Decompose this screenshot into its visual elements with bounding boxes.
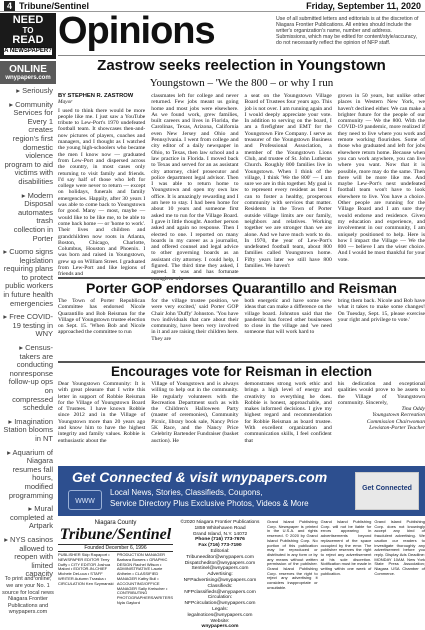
byline: BY STEPHEN R. ZASTROW <box>58 93 134 99</box>
need-line-3: READ <box>12 34 44 46</box>
contact-phone: Phone (716) 773-7676 <box>195 537 245 543</box>
sidebar-item-mural[interactable]: ▸ Mural completed at Artpark <box>10 504 53 531</box>
sidebar-item-covid-testing[interactable]: ▸ Free COVID-19 testing in WNY <box>3 312 53 339</box>
divider <box>58 361 425 363</box>
signature-title-1: Youngstown Recreation <box>372 412 425 419</box>
article-2-headline: Porter GOP endorses Quarantillo and Reisman <box>86 280 397 296</box>
online-box[interactable] <box>0 61 56 84</box>
contact-line: ©2020 Niagara Frontier Publications <box>180 520 260 525</box>
contact-email[interactable]: NFPclassifieds@wnypapers.com <box>184 589 256 595</box>
ad-line-1: Local News, Stories, Classifieds, Coupons, <box>110 488 263 497</box>
ad-device-image: Get Connected <box>355 472 419 510</box>
article-2-text-3: both energetic and have some new ideas that can make a difference on the village board. Johnston said that the pandemic has forced other businesses to close in the village and 'we need someone that will work hard to <box>244 298 332 336</box>
contact-line: Legals: <box>212 606 228 612</box>
sidebar-item-domestic-violence[interactable]: ▸ Community Services for Every 1 creates region's first domestic violence program to aid victims with disabilities <box>4 99 53 186</box>
article-1-body <box>58 93 425 282</box>
article-3-text-2: Village of Youngstown and is always willing to help out in the community. He regularly volunteers with the Recreation Department such as with the Children's Halloween Party (master of ceremonies), Community Picnic, library book sale, Nancy Price 5K Race, and the Nancy Price Celebrity Bartender Fundraiser (basket auction). He <box>151 381 239 444</box>
staff-list <box>58 553 173 606</box>
need-sub: A NEWSPAPER? <box>4 48 52 54</box>
need-line-2: TO <box>22 26 34 35</box>
sidebar-item-cuomo-legislation[interactable]: ▸ Cuomo signs legislation requiring plans to protect public workers in future health emergencies <box>3 247 53 308</box>
contact-fax: Fax (716) 773-7190 <box>198 543 242 549</box>
staff-col-1: PUBLISHER Skip Rapaport • NEWSPAPER EDITOR Terry Duffy • CITY EDITOR Joshua Maloni • EDITOR-IN-CHIEF Michele DeLuca • STAFF WRITER Autumn Trzaska • CIRCULATION Ken Szymanski <box>58 552 114 586</box>
contact-line: Circulation: <box>207 595 233 601</box>
contact-line: Classifieds: <box>207 583 233 589</box>
contact-line: Editorial: <box>210 548 230 554</box>
article-1-deck: Youngstown – 'We the 800 – or why I run <box>149 77 334 89</box>
fine-print-col-2: Grand Island Publishing Corp. will not be liable for errors appearing in advertisements beyond replacement of the space occupied by the error. The publisher reserves the right to reject any advertisement at his sole discretion. Notification must be made in writing within one week of publication. <box>320 519 372 576</box>
online-url: wnypapers.com <box>5 75 51 81</box>
sidebar-item-modern-disposal[interactable]: ▸ Modern Disposal automates trash collection in Porter <box>13 190 53 243</box>
publication-name: Tribune/Sentinel <box>19 0 90 11</box>
article-1-text-4: grown in 50 years, but unlike other places in Western New York, we haven't declined either. We can make a brighter future for the people of our community — We the 800. With the COVID-19 pandemic, more realized if they need to live where you work and remote working flourishes. Some of those who graduated and left for jobs elsewhere return home. Because when you can work anywhere, you can live where you want. Now that it is possible, more may do the same. Then there will be more like me. And maybe Lew-Port's next undefeated football team won't have to look elsewhere to live. You have a choice. Other people are running for the Village Board and I am sure they would endorse and residence. Given my education and experience, and involvement in our community, I am uniquely positioned to help. Here is how I impact the Village — We the 800 — believe I am the wiser choice. And I would be most thankful for your vote. <box>337 93 425 263</box>
article-1-text-2: classmates left for college and never returned. Few jobs meant us going home and most jobs were elsewhere. As we found work, grew families, built careers and lives in Florida, the Carolinas, Texas, Arizona, California even New Jersey and Ohio and Pennsylvania. I went from college and city editor of a daily newspaper in Ohio, to Texas, then law school and a law practice in Florida. I moved back to Texas and served for an as assistant city attorney, chief prosecutor and police department legal advisor. Then I was able to return home to Youngstown and open my own law office. It is amazingly rewarding and I am here to stay. I had been home for about 10 years and someone first asked me to run for the Village Board. I gave it little thought. Another person asked and again no response. Then I elected to one. I reported on many boards in my career as a journalist, and offered counsel and legal advice to other governing boards as an assistant city attorney. I could help, I figured. The third time they asked, I agreed. It was and has fortunate enough to win <box>151 93 239 282</box>
sidebar-item-seriously[interactable]: ▸ Seriously <box>16 86 53 95</box>
online-story-list <box>0 84 56 579</box>
contact-line: Advertising: <box>207 572 233 578</box>
article-1-headline: Zastrow seeks reelection in Youngstown <box>97 57 386 74</box>
signature-name: Tina Oddy <box>401 406 425 413</box>
article-3-text-4: his dedication and exceptional qualities would prove to be assets to the Village of Youngstown community. Sincerely, <box>337 381 425 406</box>
contact-email[interactable]: Sentinel@wnypapers.com <box>191 566 249 572</box>
staff-col-2: PRODUCTION MANAGER Barbara Bowers • GRAPHIC DESIGN Rachel Wilson • ADMINISTRATIVE Laurie Ahlheim • CLASSIFIED MANAGER Kathy Bull • ACCOUNTING/OFFICE MANAGER Sally Kreischer • CONTRIBUTING PHOTOGRAPHERS/WRITERS Nyla Gaylord <box>116 552 173 605</box>
article-3-body <box>58 381 425 463</box>
contact-line: 1859 Whitehaven Road <box>194 525 246 531</box>
contact-email[interactable]: Dispatcheditor@wnypapers.com <box>184 560 256 566</box>
masthead-logo: Tribune/Sentinel <box>59 526 172 543</box>
page-number: 4 <box>4 1 15 11</box>
opinions-header <box>58 10 425 54</box>
divider <box>58 55 425 56</box>
masthead <box>58 519 425 630</box>
article-3-text-3: demonstrates strong work ethic and brings a high level of energy and creativity to everything he does. Robbie is honest, approachable, and makes informed decisions. I give my highest regard and recommendation for Robbie Reisman as board trustee. With excellent organization and communication skills, I feel confident that <box>244 381 332 444</box>
article-2-text-2: for the village trustee position, we were very excited,' said Porter GOP Chair John 'Duffy' Johnston. 'You have two individuals that care about their community, have been very involved in it and are raising their children here. They are <box>151 298 239 342</box>
masthead-brand <box>58 520 173 620</box>
masthead-county: Niagara County <box>94 520 137 526</box>
contact-email[interactable]: Tribuneeditor@wnypapers.com <box>186 554 254 560</box>
contact-email[interactable]: legalnotices@wnypapers.com <box>187 612 253 618</box>
wnypapers-ad-banner[interactable] <box>58 466 425 516</box>
section-title: Opinions <box>58 10 215 52</box>
fine-print <box>267 520 425 620</box>
article-2-text-4: bring them back. Nicole and Bob have what it takes to make some changes! On Tuesday, Sept. 15, please exercise your right and privilege to vote.' <box>337 298 425 323</box>
fine-print-col-1: Grand Island Publishing Corp. Newspaper is printed in the U.S.A. and rights reserved. © 2020 by Grand Island Publishing Corp. No portion of this publication may be reproduced or distributed in any form or by any means without written permission of the publisher. Grand Island Publishing Corp. reserves the right to reject any advertising it considers inappropriate or unsuitable. <box>267 519 318 590</box>
issue-date: Friday, September 11, 2020 <box>306 0 421 11</box>
contact-email[interactable]: NFPadvertising@wnypapers.com <box>183 577 257 583</box>
website-link[interactable]: wnypapers.com <box>201 624 239 630</box>
article-2-body <box>58 298 425 358</box>
sidebar-item-census[interactable]: ▸ Census-takers are conducting nonresponse follow-up ops on compressed schedule <box>8 343 53 413</box>
contact-line: Grand Island, N.Y. 14072 <box>192 531 248 537</box>
sidebar-item-imagination-station[interactable]: ▸ Imagination Station blooms in NT <box>3 416 53 443</box>
fine-print-col-3: Grand Island Publishing Corp. does not knowingly accept any kind of fraudulent advertising. We caution our readers to investigate thoroughly any advertisement before you reply. Display Ads Deadline: MONDAY 10AM. New York State Press Association; Niagara USA Chamber of Commerce. <box>374 519 425 576</box>
article-3-text-1: Dear Youngstown Community: It is with great pleasure that I write this letter in support of Robbie Reisman for the Village of Youngstown Board of Trustees. I have known Robbie since 2012 and in the Village of Youngstown more than 20 years ago and know him to have the highest integrity and family values. Robbie is enthusiastic about the <box>58 381 146 444</box>
signature-title-3: Lewiston-Porter Teacher <box>369 425 425 432</box>
contact-line: Website: <box>210 618 230 624</box>
need-line-1: NEED <box>12 14 44 26</box>
need-to-read-box[interactable] <box>0 13 56 59</box>
sidebar-item-casinos[interactable]: ▸ NYS casinos allowed to reopen with limited capacity <box>4 534 53 579</box>
divider <box>58 277 425 279</box>
contact-email[interactable]: NFPcirculation@wnypapers.com <box>184 601 256 607</box>
article-1-text-3: a seat on the Youngstown Village Board of Trustees four years ago. This job is not over. I am running again and I would deeply appreciate your vote. In addition to serving on the board, I am a firefighter and EMT for the Youngstown Fire Company. I serve as treasurer of the Youngstown Business and Professional Association, a member of the Youngstown Lions Club, and trustee of St. John Lutheran Church. Roughly 800 families live in Youngstown. When I think of the village, I think 'We the 800' — I am sure we are in this together. My goal is to represent every resident as best I can to foster a healthy, prosperous community with services that matter. Residents in the Town of Porter outside village limits are our family, neighbors and relatives. Working together we are stronger than we are alone. And we have much work to do. In 1970, the year of Lew-Port's undefeated football team, about 800 families called Youngstown home. Fifty years later we still have 800 families. We haven't <box>244 93 332 270</box>
signature-title-2: Commission Chairwoman <box>366 418 425 425</box>
left-sidebar <box>0 13 56 620</box>
article-2-text-1: The Town of Porter Republican Committee has endorsed Nicole Quarantillo and Bob Reisman for the Village of Youngstown trustee election on Sept. 15. 'When Bob and Nicole approached the committee to run <box>58 298 146 336</box>
ad-line-2: Service Directory Plus Exclusive Photos, Videos & More <box>110 499 309 508</box>
article-1-text-1: I used to think there would be more people like me. I just saw a YouTube tribute to Lew-Port's 1970 undefeated football team. It showcases then-and-now pictures of players, coaches and managers, and I thought as I watched the young high-schoolers who became the men I know now — graduated from Lew-Port and dispersed across the country, in most cases only returning to visit family and friends. I'd say half of those who left for college were never to return — except on holidays, funerals and family emergencies. Happily, after 30 years I was able to come back to Youngstown for good. Many — most, maybe — would like to be like me, to be able to come back home — or 'home to work'. Their lives and children and grandchildren now roots in Atlanta, Boston, Chicago, Charlotte, Columbus, Houston and Phoenix. I was born and raised in Youngstown, grew up on William Street. I graduated from Lew-Port and like legions of friends and <box>58 107 146 278</box>
masthead-founded: Founded December 6, 1996 <box>58 544 173 552</box>
online-title: ONLINE <box>9 64 47 75</box>
contact-block <box>177 520 263 630</box>
submission-note: Use of all submitted letters and editorials is at the discretion of Niagara Frontier Publications. All entries should include the writer's organization's name, number and address. Submissions, which may be edited for content/style/accuracy, do not necessarily reflect the opinion of NFP staff. <box>276 16 419 46</box>
sidebar-item-aquarium[interactable]: ▸ Aquarium of Niagara resumes fall hours, modified programming <box>7 447 53 500</box>
ad-title: Get Connected & visit wnypapers.com <box>72 469 328 485</box>
article-3-headline: Encourages vote for Reisman in election <box>110 364 373 379</box>
byline-role: Mayor <box>58 99 73 106</box>
article-1-col-1 <box>58 93 146 278</box>
article-3-col-4 <box>338 381 425 463</box>
sidebar-footer-note: To print and online, we are your No. 1 source for local news Niagara Frontier Publications and wnypapers.com <box>2 576 54 616</box>
globe-icon: www <box>68 490 102 510</box>
